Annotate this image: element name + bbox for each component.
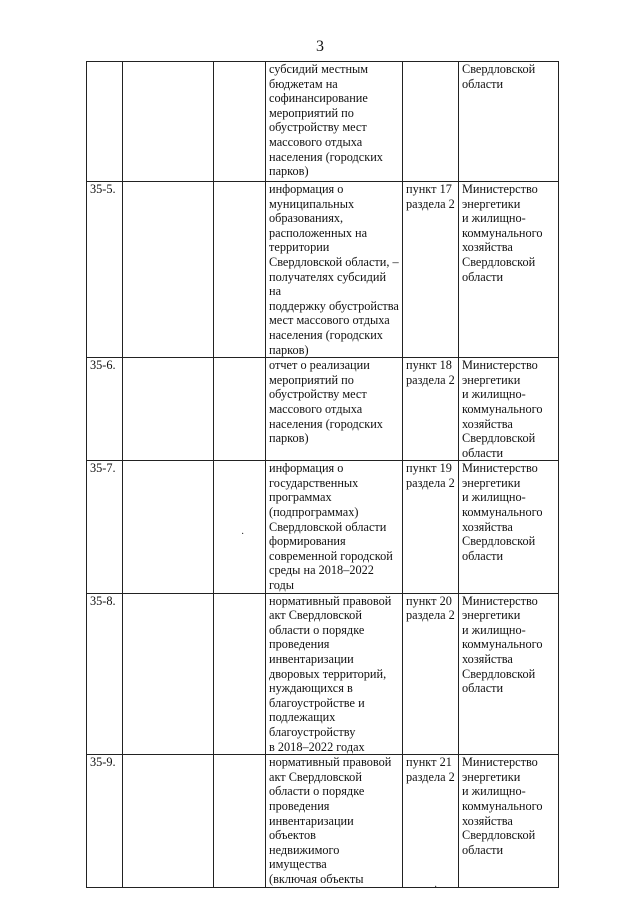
section-point: пункт 17 раздела 2 — [403, 182, 459, 358]
responsible-body: Министерство энергетики и жилищно- коммунального хозяйства Свердловской области — [459, 755, 559, 887]
responsible-body: Министерство энергетики и жилищно- коммунального хозяйства Свердловской области — [459, 461, 559, 593]
section-point: пункт 18 раздела 2 — [403, 358, 459, 461]
empty-cell — [123, 755, 214, 887]
table-row — [87, 461, 559, 593]
table-row — [87, 62, 559, 182]
table-row — [87, 182, 559, 358]
empty-cell — [214, 593, 266, 755]
empty-cell — [123, 461, 214, 593]
empty-cell — [123, 62, 214, 182]
document-name: нормативный правовой акт Свердловской области о порядке проведения инвентаризации объектов недвижимого имущества (включая объекты — [266, 755, 403, 887]
row-number — [87, 62, 123, 182]
table-row — [87, 358, 559, 461]
empty-cell — [214, 755, 266, 887]
row-number: 35-5. — [87, 182, 123, 358]
row-number: 35-8. — [87, 593, 123, 755]
scan-speck: · — [241, 529, 245, 540]
document-name: информация о государственных программах (подпрограммах) Свердловской области формирования современной городской среды на 2018–2022 годы — [266, 461, 403, 593]
empty-cell — [123, 593, 214, 755]
empty-cell — [214, 461, 266, 593]
section-point: пункт 20 раздела 2 — [403, 593, 459, 755]
row-number: 35-9. — [87, 755, 123, 887]
responsible-body: Министерство энергетики и жилищно- коммунального хозяйства Свердловской области — [459, 182, 559, 358]
empty-cell — [123, 182, 214, 358]
table-row — [87, 755, 559, 887]
document-name: субсидий местным бюджетам на софинансирование мероприятий по обустройству мест массового отдыха населения (городских парков) — [266, 62, 403, 182]
responsible-body: Министерство энергетики и жилищно- коммунального хозяйства Свердловской области — [459, 593, 559, 755]
document-table — [86, 61, 559, 888]
scan-speck: · — [434, 882, 438, 893]
section-point — [403, 62, 459, 182]
responsible-body: Свердловской области — [459, 62, 559, 182]
table-row — [87, 593, 559, 755]
section-point: пункт 21 раздела 2 — [403, 755, 459, 887]
document-name: отчет о реализации мероприятий по обустройству мест массового отдыха населения (городских парков) — [266, 358, 403, 461]
row-number: 35-7. — [87, 461, 123, 593]
empty-cell — [214, 182, 266, 358]
document-name: информация о муниципальных образованиях, расположенных на территории Свердловской области, – получателях субсидий на поддержку обустройства мест массового отдыха населения (городских парков) — [266, 182, 403, 358]
page-number: 3 — [316, 38, 324, 55]
empty-cell — [123, 358, 214, 461]
empty-cell — [214, 358, 266, 461]
document-name: нормативный правовой акт Свердловской области о порядке проведения инвентаризации дворовых территорий, нуждающихся в благоустройстве и подлежащих благоустройству в 2018–2022 годах — [266, 593, 403, 755]
empty-cell — [214, 62, 266, 182]
responsible-body: Министерство энергетики и жилищно- коммунального хозяйства Свердловской области — [459, 358, 559, 461]
section-point: пункт 19 раздела 2 — [403, 461, 459, 593]
row-number: 35-6. — [87, 358, 123, 461]
